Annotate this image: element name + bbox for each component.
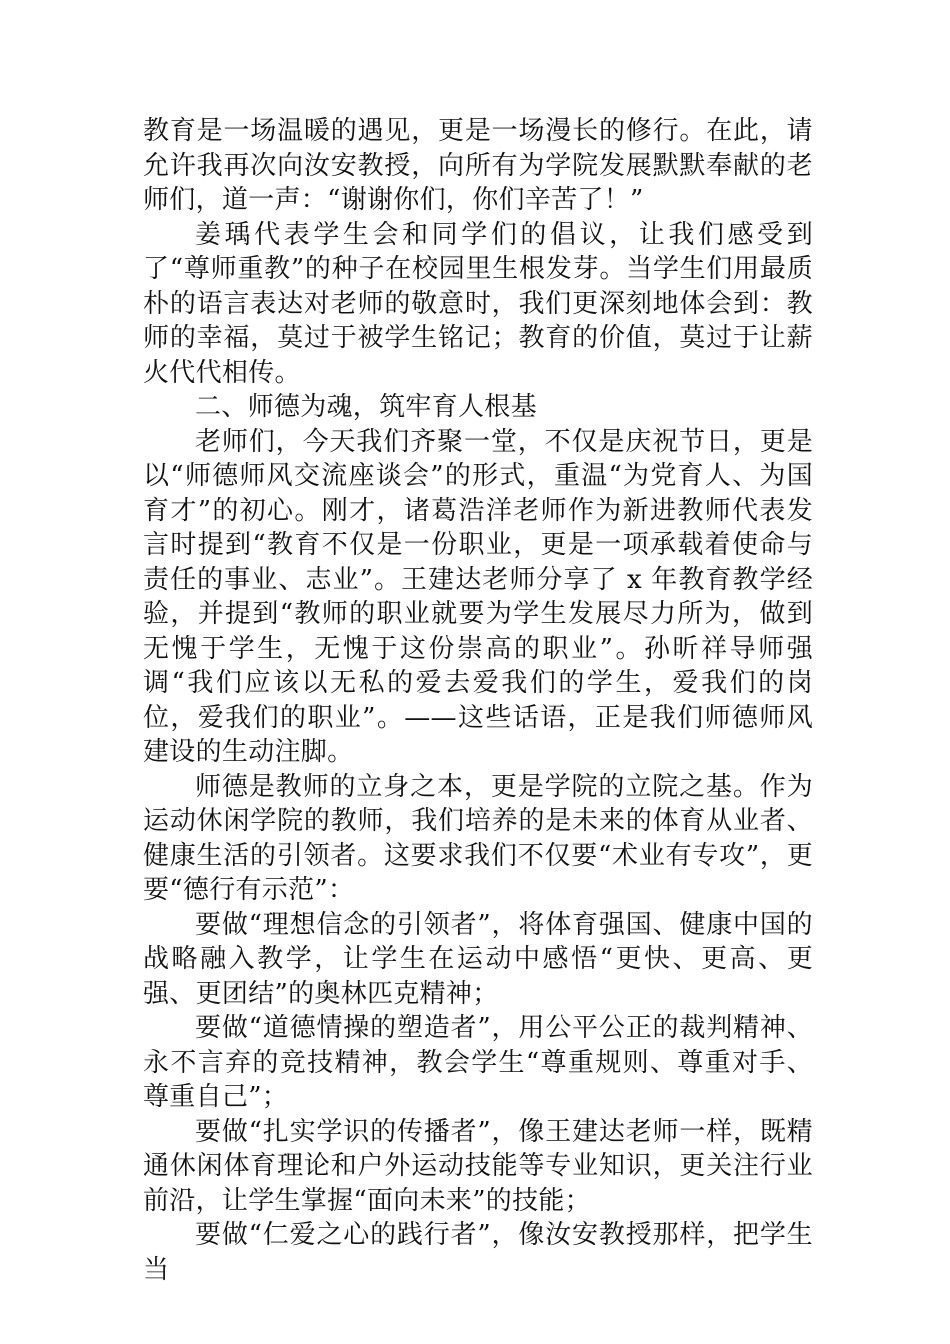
paragraph-continuation: 教育是一场温暖的遇见，更是一场漫长的修行。在此，请允许我再次向汝安教授，向所有为学院发展默默奉献的老师们，道一声：“谢谢你们，你们辛苦了！” (143, 116, 813, 215)
paragraph: 要做“仁爱之心的践行者”，像汝安教授那样，把学生当 (143, 1220, 813, 1285)
paragraph: 要做“扎实学识的传播者”，像王建达老师一样，既精通休闲体育理论和户外运动技能等专业知识，更关注行业前沿，让学生掌握“面向未来”的技能； (143, 1116, 813, 1216)
document-body (143, 114, 813, 1287)
section-heading: 二、师德为魂，筑牢育人根基 (195, 392, 537, 422)
paragraph: 姜瑀代表学生会和同学们的倡议，让我们感受到了“尊师重教”的种子在校园里生根发芽。当学生们用最质朴的语言表达对老师的敬意时，我们更深刻地体会到：教师的幸福，莫过于被学生铭记；教育的价值，莫过于让薪火代代相传。 (143, 219, 813, 388)
paragraph: 要做“道德情操的塑造者”，用公平公正的裁判精神、永不言弃的竞技精神，教会学生“尊重规则、尊重对手、尊重自己”； (143, 1013, 813, 1112)
paragraph: 要做“理想信念的引领者”，将体育强国、健康中国的战略融入教学，让学生在运动中感悟“更快、更高、更强、更团结”的奥林匹克精神； (143, 909, 813, 1009)
paragraph: 老师们，今天我们齐聚一堂，不仅是庆祝节日，更是以“师德师风交流座谈会”的形式，重温“为党育人、为国育才”的初心。刚才，诸葛浩洋老师作为新进教师代表发言时提到“教育不仅是一份职业，更是一项承载着使命与责任的事业、志业”。王建达老师分享了 x 年教育教学经验，并提到“教师的职业就要为学生发展尽力所为，做到无愧于学生，无愧于这份崇高的职业”。孙昕祥导师强调“我们应该以无私的爱去爱我们的学生，爱我们的岗位，爱我们的职业”。——这些话语，正是我们师德师风建设的生动注脚。 (143, 426, 813, 767)
paragraph: 师德是教师的立身之本，更是学院的立院之基。作为运动休闲学院的教师，我们培养的是未来的体育从业者、健康生活的引领者。这要求我们不仅要“术业有专攻”，更要“德行有示范”： (143, 771, 813, 905)
